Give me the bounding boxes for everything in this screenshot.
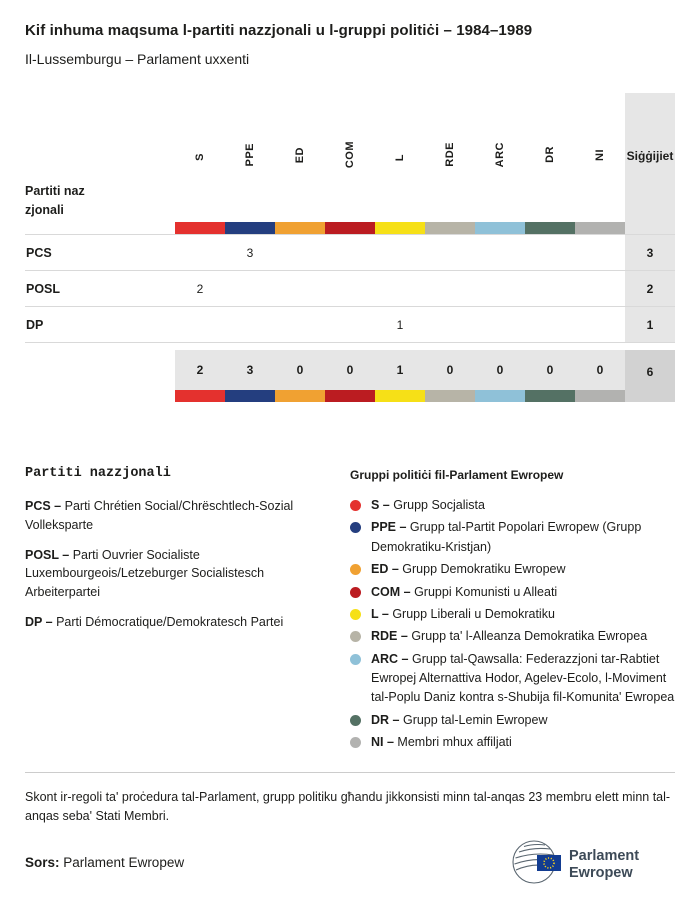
page-title: Kif inhuma maqsuma l-partiti nazzjonali u l-gruppi politiċi – 1984–1989 [25,22,533,39]
party-name: POSL [25,271,175,307]
cell-value [225,307,275,343]
list-item [25,613,335,632]
group-color-dot [350,500,361,511]
source-value: Parlament Ewropew [63,854,185,870]
seats-column-header: Siġġijiet [625,93,675,235]
page-subtitle: Il-Lussemburgu – Parlament uxxenti [25,51,250,67]
group-color-bar [225,222,275,235]
group-code: ARC – [371,651,409,666]
list-item [350,583,675,602]
group-color-dot [350,631,361,642]
group-color-bar [275,390,325,402]
group-color-dot [350,564,361,575]
cell-value [575,307,625,343]
source-line [25,855,184,870]
cell-value [425,235,475,271]
cell-value: 2 [175,271,225,307]
column-header-arc: ARC [494,142,506,168]
group-full-name: Grupp Liberali u Demokratiku [392,606,555,621]
cell-value [325,307,375,343]
total-seats: 6 [625,350,675,402]
total-value: 0 [425,350,475,390]
column-header-ni: NI [594,149,606,162]
table-row [25,307,675,343]
group-full-name: Grupp Socjalista [393,498,485,512]
cell-value [275,235,325,271]
list-item [25,497,335,535]
group-color-bar [525,390,575,402]
group-color-bar [225,390,275,402]
column-header-ppe: PPE [244,143,256,167]
cell-value [175,235,225,271]
total-value: 0 [525,350,575,390]
group-color-bar [525,222,575,235]
group-full-name: Grupp tal-Qawsalla: Federazzjoni tar-Rabtiet Ewropej Alternattiva Hodor, Agelev-Ecolo, l-Moviment tal-Poplu Daniz kontra s-Shubija fil-Komunita' Ewropea [371,651,675,705]
party-name: PCS [25,235,175,271]
group-color-dot [350,715,361,726]
logo-text-line2: Ewropew [569,865,633,881]
group-color-bar [425,390,475,402]
cell-value [375,271,425,307]
list-item [350,496,675,515]
european-parliament-logo [507,835,675,889]
cell-value [525,271,575,307]
group-color-bar [425,222,475,235]
group-full-name: Grupp tal-Partit Popolari Ewropew (Grupp Demokratiku-Kristjan) [371,520,642,554]
total-value: 1 [375,350,425,390]
party-code: DP – [25,614,53,629]
group-color-dot [350,609,361,620]
column-header-com: COM [344,141,356,169]
seat-count: 2 [625,271,675,307]
cell-value [425,271,475,307]
seat-count: 1 [625,307,675,343]
cell-value [475,235,525,271]
group-color-bar [575,390,625,402]
footer-bar [25,835,675,889]
group-full-name: Grupp tal-Lemin Ewropew [402,712,548,727]
legend-parties-title: Partiti nazzjonali [25,466,171,481]
logo-text-line1: Parlament [569,848,640,864]
group-code: COM – [371,584,411,599]
group-color-bar [175,390,225,402]
group-colorbar-row [25,222,675,235]
column-header-s: S [194,153,206,162]
cell-value: 3 [225,235,275,271]
group-color-bar [475,222,525,235]
group-color-dot [350,737,361,748]
cell-value [325,271,375,307]
column-header-ed: ED [294,146,306,163]
legend-national-parties [25,466,335,756]
column-header-l: L [394,154,406,162]
group-color-bar [475,390,525,402]
party-name: DP [25,307,175,343]
group-color-bar [575,222,625,235]
group-color-dot [350,522,361,533]
group-color-bar [275,222,325,235]
cell-value [325,235,375,271]
group-code: NI – [371,735,394,750]
legend-groups-title: Gruppi politiċi fil-Parlament Ewropew [350,468,564,482]
list-item [350,733,675,752]
row-header-label: Partiti nazzjonali [25,184,85,217]
blank-cell [25,343,675,351]
party-code: PCS – [25,499,62,513]
list-item [350,650,675,708]
list-item [350,627,675,646]
group-colorbar-row [25,390,675,402]
group-full-name: Membri mhux affiljati [397,735,512,750]
cell-value [575,235,625,271]
cell-value [275,307,325,343]
totals-row [25,350,675,390]
total-value: 2 [175,350,225,390]
group-code: ED – [371,562,399,577]
column-header-rde: RDE [444,142,456,168]
group-color-bar [325,390,375,402]
group-full-name: Grupp Demokratiku Ewropew [402,562,566,577]
source-label: Sors: [25,854,60,870]
legend-political-groups [335,466,675,756]
group-color-bar [325,222,375,235]
footnote: Skont ir-regoli ta' proċedura tal-Parlament, grupp politiku għandu jikkonsisti minn tal-anqas 23 membru elett minn tal-anqas seba' Stati Membri. [25,772,675,826]
cell-value [525,235,575,271]
party-full-name: Parti Démocratique/Demokratesch Partei [56,614,284,629]
group-color-dot [350,587,361,598]
group-color-bar [175,222,225,235]
group-full-name: Gruppi Komunisti u Alleati [414,584,558,599]
table-row [25,235,675,271]
group-full-name: Grupp ta' l-Alleanza Demokratika Ewropea [411,629,648,644]
group-code: L – [371,606,389,621]
cell-value [225,271,275,307]
list-item [350,711,675,730]
seat-count: 3 [625,235,675,271]
cell-value [275,271,325,307]
cell-value [475,271,525,307]
total-value: 3 [225,350,275,390]
cell-value: 1 [375,307,425,343]
row-header-cell [25,93,175,222]
legend [25,466,675,756]
cell-value [375,235,425,271]
cell-value [525,307,575,343]
table-header-row [25,93,675,222]
party-full-name: Parti Chrétien Social/Chrëschtlech-Sozial Volleksparte [25,499,294,532]
list-item [25,546,335,602]
party-code: POSL – [25,547,70,562]
party-full-name: Parti Ouvrier Socialiste Luxembourgeois/Letzeburger Socialistesch Arbeiterpartei [25,547,265,599]
cell-value [575,271,625,307]
total-value: 0 [575,350,625,390]
list-item [350,560,675,579]
table-row [25,271,675,307]
cell-value [425,307,475,343]
blank-cell [25,390,175,402]
column-header-dr: DR [544,146,556,164]
spacer-row [25,343,675,351]
cell-value [475,307,525,343]
group-code: RDE – [371,629,408,644]
total-value: 0 [275,350,325,390]
total-value: 0 [325,350,375,390]
group-code: PPE – [371,520,407,535]
group-code: DR – [371,712,400,727]
blank-cell [25,222,175,235]
cell-value [175,307,225,343]
blank-cell [25,350,175,390]
seats-table [25,93,675,402]
group-color-bar [375,222,425,235]
group-color-dot [350,654,361,665]
total-value: 0 [475,350,525,390]
group-color-bar [375,390,425,402]
group-code: S – [371,498,390,512]
list-item [350,518,675,557]
list-item [350,605,675,624]
